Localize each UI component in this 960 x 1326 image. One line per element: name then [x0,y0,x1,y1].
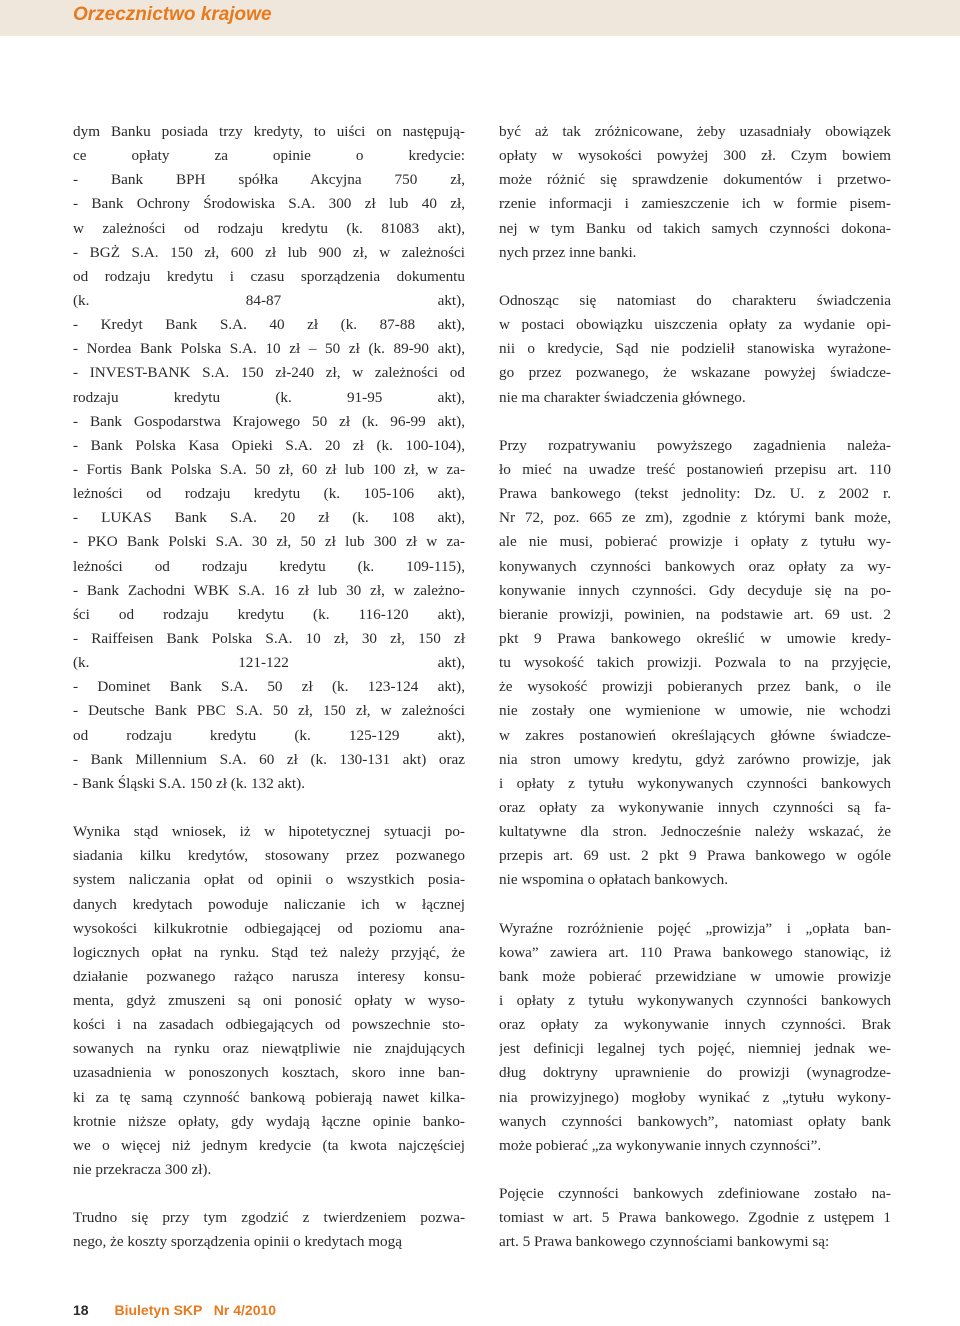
text-line: - Deutsche Bank PBC S.A. 50 zł, 150 zł, w zależności [73,702,465,720]
text-line: dług doktryny uprawnienie do prowizji (wynagrodze- [499,1064,891,1082]
text-line: nia stron umowy kredytu, gdyż zarówno prowizje, jak [499,750,891,768]
text-line: od rodzaju kredytu i czasu sporządzenia dokumentu [73,267,465,285]
text-line: rzenie informacji i zamieszczenie ich w formie pisem- [499,195,891,213]
text-line: we o więcej niż jednym kredycie (ta kwota najczęściej [73,1136,465,1154]
text-line: że wysokość prowizji pobieranych przez bank, o ile [499,678,891,696]
text-line: pkt 9 Prawa bankowego określić w umowie kredy- [499,629,891,647]
text-line: - Bank Śląski S.A. 150 zł (k. 132 akt). [73,774,306,792]
text-line: oraz opłaty za wykonywanie innych czynności. Brak [499,1016,891,1034]
text-line: rodzaju kredytu (k. 91-95 akt), [73,388,465,406]
text-line: nej w tym Banku od takich samych czynności dokona- [499,219,891,237]
paragraph [73,820,465,1182]
text-line: system naliczania opłat od opinii o wszystkich posia- [73,871,465,889]
text-line: siadania kilku kredytów, stosowany przez pozwanego [73,847,465,865]
paragraph [73,120,465,796]
text-line: logicznych opłat na rynku. Stąd też należy przyjąć, że [73,943,465,961]
paragraph [499,120,891,265]
text-line: leżności od rodzaju kredytu (k. 105-106 akt), [73,485,465,503]
text-line: - LUKAS Bank S.A. 20 zł (k. 108 akt), [73,509,465,527]
text-line: - BGŻ S.A. 150 zł, 600 zł lub 900 zł, w zależności [73,243,465,261]
text-line: sowanych na rynku oraz niewątpliwie nie znajdujących [73,1040,465,1058]
text-line: wanych czynności bankowych”, natomiast opłaty bank [499,1112,891,1130]
text-line: nia prowizyjnego) mogłoby wynikać z „tytułu wykony- [499,1088,891,1106]
text-line: - Bank Ochrony Środowiska S.A. 300 zł lub 40 zł, [73,195,465,213]
text-line: opłaty w wysokości powyżej 300 zł. Czym bowiem [499,147,891,165]
text-line: Odnosząc się natomiast do charakteru świadczenia [499,291,891,309]
text-line: może różnić się sprawdzenie dokumentów i przetwo- [499,171,891,189]
page-footer [73,1302,276,1318]
text-line: i opłaty z tytułu wykonywanych czynności bankowych [499,992,891,1010]
text-line: (k. 84-87 akt), [73,291,465,309]
header-band [0,0,960,36]
text-line: Wyraźne rozróżnienie pojęć „prowizja” i „opłata ban- [499,919,891,937]
text-line: Wynika stąd wniosek, iż w hipotetycznej sytuacji po- [73,823,465,841]
text-line: tomiast w art. 5 Prawa bankowego. Zgodnie z ustępem 1 [499,1209,891,1227]
text-line: Pojęcie czynności bankowych zdefiniowane zostało na- [499,1185,891,1203]
text-line: kultatywne dla stron. Jednocześnie należy wskazać, że [499,823,891,841]
text-line: ło mieć na uwadze treść postanowień przepisu art. 110 [499,460,891,478]
text-line: go przez pozwanego, że wskazane powyżej świadcze- [499,364,891,382]
text-line: nie ma charakter świadczenia głównego. [499,388,746,406]
section-title: Orzecznictwo krajowe [73,4,272,25]
text-line: nie wspomina o opłatach bankowych. [499,871,729,889]
text-line: jest definicji legalnej tych pojęć, niemniej jednak we- [499,1040,891,1058]
text-line: nii o kredycie, Sąd nie podzielił stanowiska wyrażone- [499,340,891,358]
text-line: - Bank Zachodni WBK S.A. 16 zł lub 30 zł, w zależno- [73,581,465,599]
text-line: - Bank Millennium S.A. 60 zł (k. 130-131 akt) oraz [73,750,465,768]
text-line: być aż tak zróżnicowane, żeby uzasadniały obowiązek [499,123,891,140]
text-line: - Bank Polska Kasa Opieki S.A. 20 zł (k. 100-104), [73,436,465,454]
text-line: ale nie musi, pobierać prowizje i opłaty z tytułu wy- [499,533,891,551]
text-line: oraz opłaty za wykonywanie innych czynności są fa- [499,798,891,816]
text-line: ści od rodzaju kredytu (k. 116-120 akt), [73,605,465,623]
text-line: konywanych czynności bankowych oraz opłaty za wy- [499,557,891,575]
text-line: danych kredytach powoduje naliczanie ich w łącznej [73,895,465,913]
text-line: od rodzaju kredytu (k. 125-129 akt), [73,726,465,744]
text-line: ce opłaty za opinie o kredycie: [73,147,465,165]
paragraph [499,917,891,1158]
text-line: Przy rozpatrywaniu powyższego zagadnienia należa- [499,436,891,454]
text-line: uzasadnienia w ponoszonych kosztach, skoro inne ban- [73,1064,465,1082]
text-line: w postaci obowiązku uiszczenia opłaty za wydanie opi- [499,316,891,334]
text-line: w zakres postanowień określających główne świadcze- [499,726,891,744]
text-line: leżności od rodzaju kredytu (k. 109-115), [73,557,465,575]
text-line: menta, gdyż zmuszeni są oni ponosić opłaty w wyso- [73,992,465,1010]
text-line: Nr 72, poz. 665 ze zm), zgodnie z którymi bank może, [499,509,891,527]
text-line: nie zostały one wymienione w umowie, nie wchodzi [499,702,891,720]
text-line: wysokości kilkukrotnie odbiegającej od poziomu ana- [73,919,465,937]
text-line: kości i na zasadach odbiegających od powszechnie sto- [73,1016,465,1034]
text-line: działanie pozwanego rażąco narusza interesy konsu- [73,967,465,985]
text-line: Trudno się przy tym zgodzić z twierdzeniem pozwa- [73,1209,465,1227]
text-line: art. 5 Prawa bankowego czynnościami bankowymi są: [499,1233,830,1251]
text-line: - Dominet Bank S.A. 50 zł (k. 123-124 akt), [73,678,465,696]
left-column [73,120,465,1255]
paragraph [499,1182,891,1254]
text-line: może pobierać „za wykonywanie innych czynności”. [499,1136,822,1154]
text-line: konywanie innych czynności. Gdy decyduje się na po- [499,581,891,599]
text-line: - Bank Gospodarstwa Krajowego 50 zł (k. 96-99 akt), [73,412,465,430]
text-line: krotnie niższe opłaty, gdy wydają łączne opinie banko- [73,1112,465,1130]
text-line: Prawa bankowego (tekst jednolity: Dz. U. z 2002 r. [499,485,891,503]
text-line: (k. 121-122 akt), [73,654,465,672]
text-line: i opłaty z tytułu wykonywanych czynności bankowych [499,774,891,792]
text-line: - Bank BPH spółka Akcyjna 750 zł, [73,171,465,189]
text-line: bank może pobierać przewidziane w umowie prowizje [499,967,891,985]
text-line: bieranie prowizji, powinien, na podstawie art. 69 ust. 2 [499,605,891,623]
text-line: dym Banku posiada trzy kredyty, to uiści on następują- [73,123,465,140]
page-number: 18 [73,1302,89,1318]
text-line: tu wysokość takich prowizji. Pozwala to na przyjęcie, [499,654,891,672]
text-line: przepis art. 69 ust. 2 pkt 9 Prawa bankowego w ogóle [499,847,891,865]
paragraph [499,289,891,410]
paragraph [499,434,891,893]
text-line: - Fortis Bank Polska S.A. 50 zł, 60 zł lub 100 zł, w za- [73,460,465,478]
text-line: ki za tę samą czynność bankową pobierają nawet kilka- [73,1088,465,1106]
text-line: nego, że koszty sporządzenia opinii o kredytach mogą [73,1233,402,1251]
right-column [499,120,891,1255]
text-line: nych przez inne banki. [499,243,637,261]
text-line: kowa” zawiera art. 110 Prawa bankowego stanowiąc, iż [499,943,891,961]
publication-name: Biuletyn SKP Nr 4/2010 [114,1302,277,1318]
paragraph [73,1206,465,1254]
text-line: w zależności od rodzaju kredytu (k. 81083 akt), [73,219,465,237]
text-line: - INVEST-BANK S.A. 150 zł-240 zł, w zależności od [73,364,465,382]
text-line: - Nordea Bank Polska S.A. 10 zł – 50 zł (k. 89-90 akt), [73,340,465,358]
text-line: - Kredyt Bank S.A. 40 zł (k. 87-88 akt), [73,316,465,334]
text-line: - PKO Bank Polski S.A. 30 zł, 50 zł lub 300 zł w za- [73,533,465,551]
text-line: nie przekracza 300 zł). [73,1161,212,1179]
text-line: - Raiffeisen Bank Polska S.A. 10 zł, 30 zł, 150 zł [73,629,465,647]
